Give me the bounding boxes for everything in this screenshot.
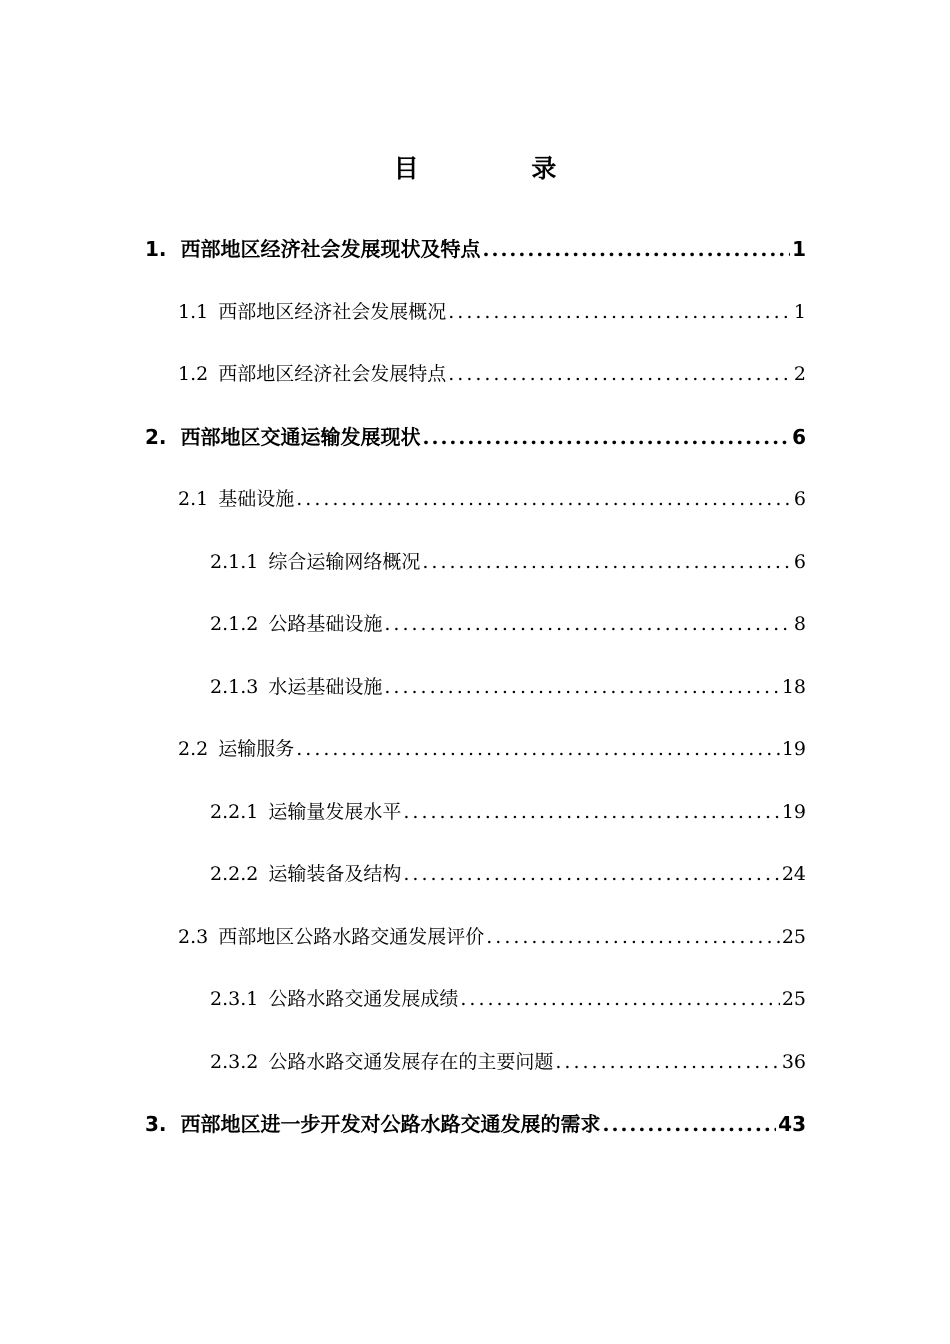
toc-entry-page-number: 43 (778, 1112, 806, 1136)
toc-entry-page-number: 8 (793, 613, 806, 635)
toc-entry-number: 2.2 (178, 738, 209, 760)
dot-leader (483, 234, 791, 264)
dot-leader (296, 484, 792, 514)
toc-entry-page-number: 2 (793, 363, 806, 385)
toc-entry-number: 2. (145, 424, 167, 449)
toc-entry-title: 公路基础设施 (268, 613, 383, 635)
toc-entry-1-2[interactable] (178, 359, 806, 389)
toc-entry-page-number: 24 (781, 863, 806, 885)
toc-title: 目 录 (393, 153, 609, 183)
toc-entry-2[interactable] (145, 422, 806, 452)
dot-leader (603, 1109, 777, 1139)
toc-entry-page-number: 1 (792, 237, 806, 261)
dot-leader (486, 922, 780, 952)
toc-entry-2-2-2[interactable] (210, 859, 806, 889)
toc-entry-page-number: 25 (781, 925, 806, 948)
toc-entry-number: 2.2.2 (210, 863, 259, 885)
toc-entry-page-number: 36 (781, 1050, 806, 1073)
toc-entry-2-1-2[interactable] (210, 609, 806, 639)
toc-entry-page-number: 25 (781, 988, 806, 1010)
toc-entry-number: 2.3.2 (210, 1050, 259, 1073)
toc-entry-2-3[interactable] (178, 922, 806, 952)
dot-leader (403, 797, 779, 827)
toc-entry-page-number: 19 (781, 738, 806, 760)
toc-entry-2-2-1[interactable] (210, 797, 806, 827)
toc-entry-title: 西部地区进一步开发对公路水路交通发展的需求 (180, 1112, 601, 1136)
toc-entry-2-3-1[interactable] (210, 984, 806, 1014)
toc-entry-title: 运输服务 (218, 738, 295, 760)
toc-entry-title: 公路水路交通发展成绩 (268, 988, 459, 1010)
toc-entry-title: 基础设施 (218, 488, 295, 510)
toc-entry-2-2[interactable] (178, 734, 806, 764)
toc-entry-title: 水运基础设施 (268, 675, 383, 698)
toc-entry-number: 2.1 (178, 488, 209, 510)
toc-entry-page-number: 6 (793, 550, 806, 573)
toc-entry-title: 西部地区经济社会发展现状及特点 (180, 237, 481, 261)
toc-entry-title: 公路水路交通发展存在的主要问题 (268, 1050, 554, 1073)
toc-entry-1[interactable] (145, 234, 806, 264)
toc-entry-title: 西部地区公路水路交通发展评价 (218, 925, 485, 948)
toc-entry-number: 3. (145, 1112, 167, 1136)
toc-entry-number: 2.3.1 (210, 988, 259, 1010)
toc-entry-page-number: 19 (781, 800, 806, 823)
toc-entry-2-1-1[interactable] (210, 547, 806, 577)
toc-entry-title: 西部地区交通运输发展现状 (180, 424, 421, 449)
toc-entry-2-1[interactable] (178, 484, 806, 514)
dot-leader (423, 422, 791, 452)
toc-entry-page-number: 1 (793, 300, 806, 323)
toc-entry-title: 运输量发展水平 (268, 800, 402, 823)
toc-entry-1-1[interactable] (178, 297, 806, 327)
dot-leader (422, 547, 792, 577)
toc-entry-page-number: 18 (781, 675, 806, 698)
toc-entry-page-number: 6 (793, 488, 806, 510)
dot-leader (555, 1047, 779, 1077)
toc-entry-title: 西部地区经济社会发展特点 (218, 363, 447, 385)
dot-leader (296, 734, 780, 764)
toc-entry-number: 1. (145, 237, 167, 261)
dot-leader (460, 984, 779, 1014)
toc-entry-3[interactable] (145, 1109, 806, 1139)
toc-entry-number: 2.1.2 (210, 613, 259, 635)
dot-leader (448, 359, 792, 389)
toc-entry-number: 2.2.1 (210, 800, 259, 823)
toc-entry-title: 综合运输网络概况 (268, 550, 421, 573)
toc-entry-page-number: 6 (792, 424, 806, 449)
toc-entry-title: 西部地区经济社会发展概况 (218, 300, 447, 323)
dot-leader (448, 297, 792, 327)
dot-leader (384, 609, 792, 639)
toc-entry-2-3-2[interactable] (210, 1047, 806, 1077)
dot-leader (384, 672, 779, 702)
toc-entry-2-1-3[interactable] (210, 672, 806, 702)
toc-entry-number: 2.1.1 (210, 550, 259, 573)
toc-entry-number: 1.1 (178, 300, 209, 323)
dot-leader (403, 859, 779, 889)
toc-entry-number: 2.1.3 (210, 675, 259, 698)
toc-entry-number: 1.2 (178, 363, 209, 385)
toc-entry-title: 运输装备及结构 (268, 863, 402, 885)
toc-entry-number: 2.3 (178, 925, 209, 948)
